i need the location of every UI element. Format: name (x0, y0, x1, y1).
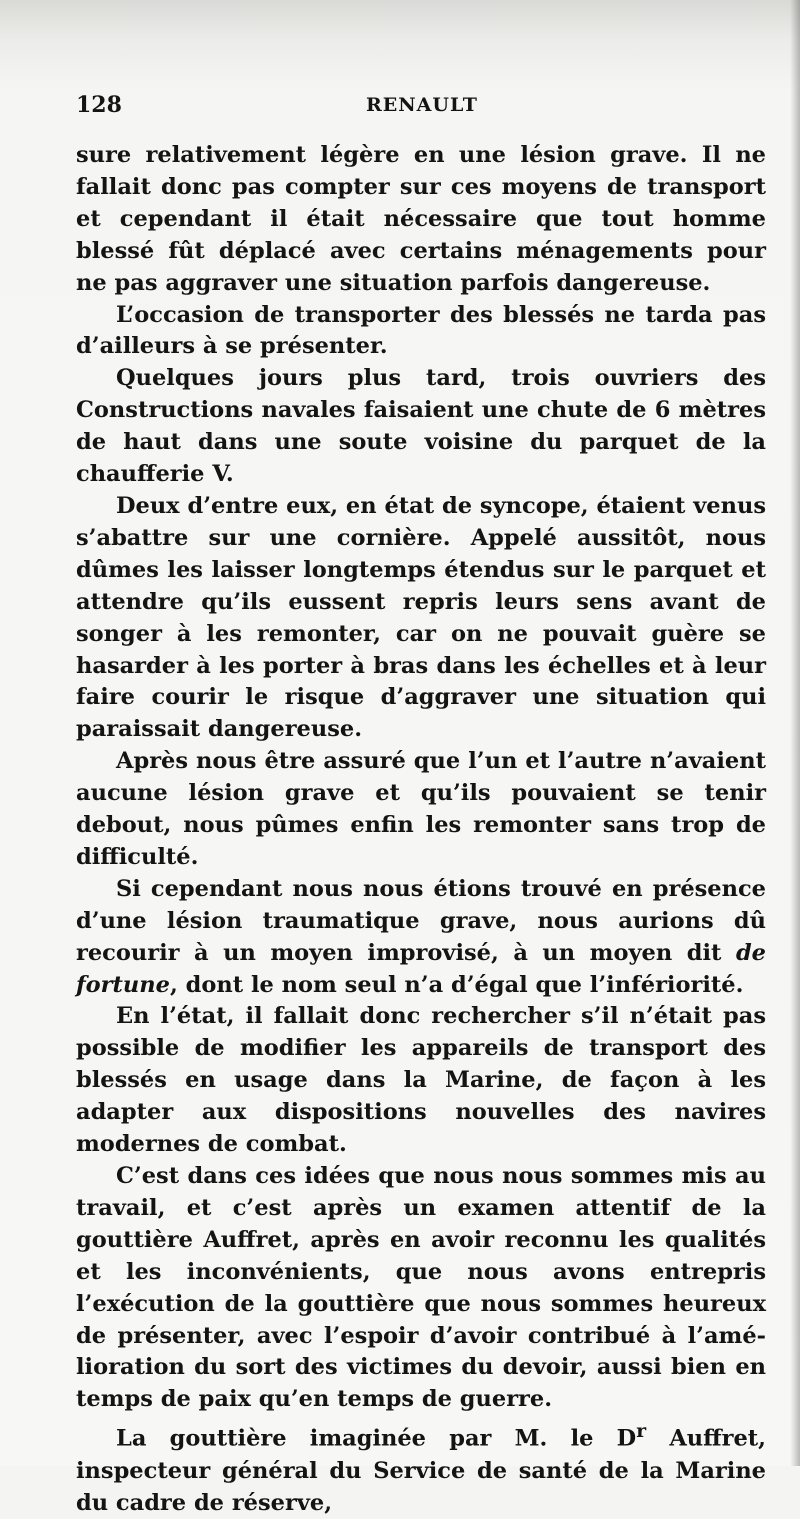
body-text (76, 140, 766, 1519)
paragraph (76, 874, 766, 1002)
paragraph-text: Auffret, inspecteur général du Service de santé de la Marine du cadre de réserve, (76, 1425, 767, 1516)
paragraph: Quelques jours plus tard, trois ouvriers des Constructions navales faisaient une chute de 6 mètres de haut dans une soute voisine du parquet de la chaufferie V. (76, 365, 766, 488)
running-head: RENAULT (366, 94, 478, 116)
paragraph: L’occasion de transporter des blessés ne tarda pas d’ailleurs à se présenter. (76, 301, 766, 360)
paragraph: Après nous être assuré que l’un et l’autre n’avaient aucune lésion grave et qu’ils pouvaient se tenir debout, nous pûmes enfin les remonter sans trop de difficulté. (76, 748, 766, 870)
paragraph-text: Si cependant nous nous étions trouvé en présence d’une lésion traumatique grave, nous aurions dû recourir à un moyen improvisé, à un moyen dit (76, 875, 766, 966)
paragraph (76, 1416, 766, 1519)
paragraph: En l’état, il fallait donc rechercher s’il n’était pas possible de modifier les appareils de transport des blessés en usage dans la Marine, de façon à les adapter aux dispositions nouvelles des navires modernes de combat. (76, 1003, 766, 1158)
paragraph-text: , dont le nom seul n’a d’égal que l’infériorité. (169, 971, 744, 998)
page-header (76, 92, 776, 122)
paragraph-text: La gouttière imaginée par M. le D (116, 1425, 637, 1452)
page-number: 128 (76, 92, 122, 118)
paragraph: C’est dans ces idées que nous nous sommes mis au travail, et c’est après un examen attentif de la gouttière Auffret, après en avoir reconnu les qualités et les inconvénients, que nous avons entrepris l’exécution de la gouttière que nous sommes heureux de présenter, avec l’espoir d’avoir contribué à l’amélioration du sort des victimes du devoir, aussi bien en temps de paix qu’en temps de guerre. (76, 1163, 766, 1413)
paragraph: sure relativement légère en une lésion grave. Il ne fallait donc pas compter sur ces moyens de transport et cependant il était nécessaire que tout homme blessé fût déplacé avec certains ménagements pour ne pas aggraver une situation parfois dangereuse. (76, 142, 766, 296)
italic-phrase: de fortune (76, 939, 766, 998)
paragraph: Deux d’entre eux, en état de syncope, étaient venus s’abattre sur une cornière. Appelé aussitôt, nous dûmes les laisser longtemps étendus sur le parquet et attendre qu’ils eussent repris leurs sens avant de songer à les remonter, car on ne pouvait guère se hasarder à les porter à bras dans les échelles et à leur faire courir le risque d’aggraver une situation qui paraissait dangereuse. (76, 492, 766, 743)
page-edge-shadow (790, 0, 800, 1466)
superscript: r (636, 1420, 647, 1443)
